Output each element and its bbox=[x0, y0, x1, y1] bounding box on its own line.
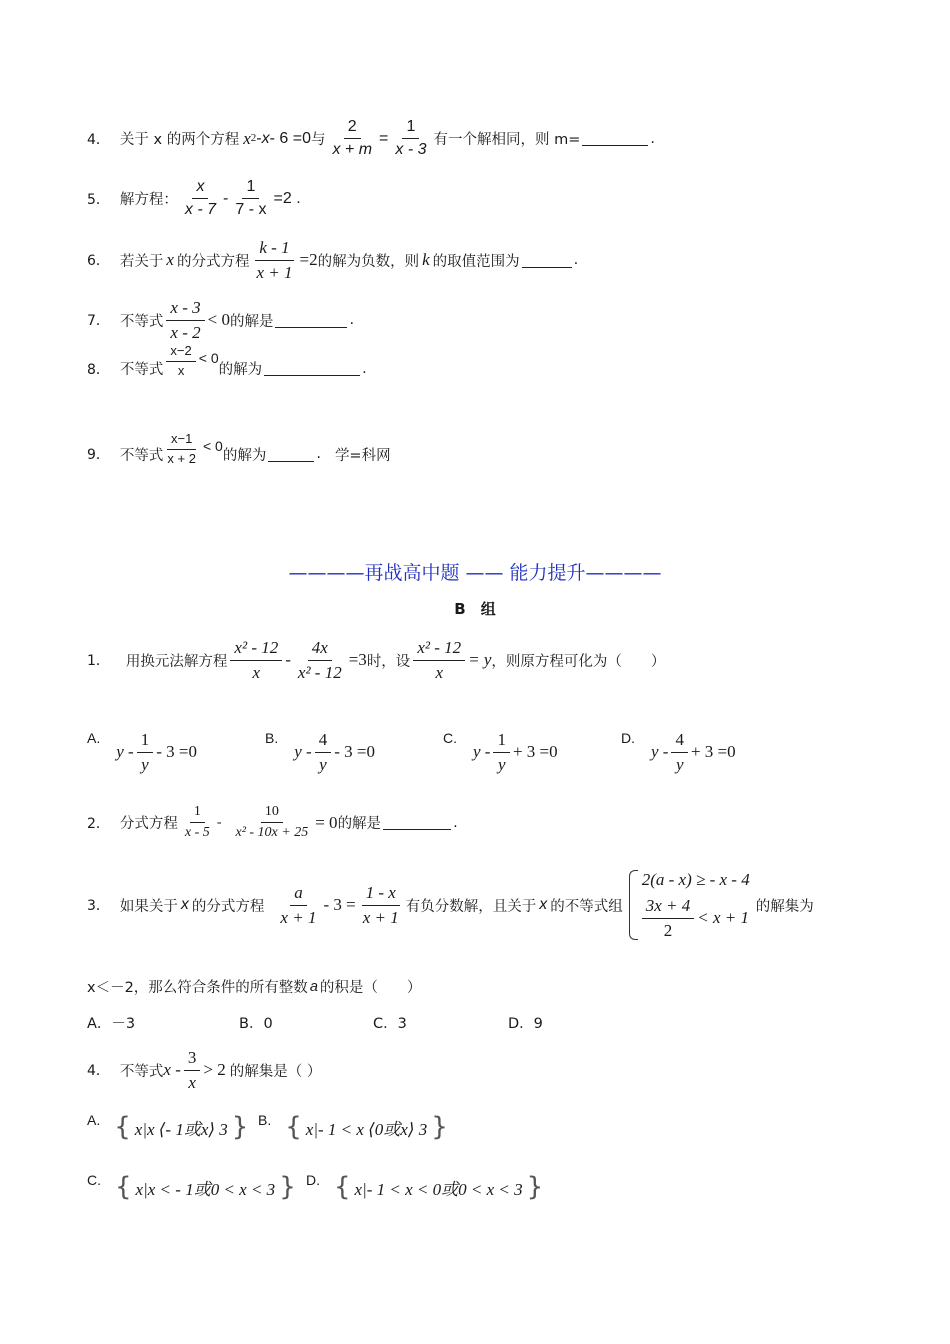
math-expr: y - bbox=[473, 742, 491, 762]
question-text: 有负分数解，且关于 bbox=[405, 898, 537, 915]
denominator: y bbox=[141, 754, 149, 774]
fraction bbox=[294, 638, 346, 682]
question-end: . bbox=[316, 446, 321, 463]
option-c bbox=[443, 730, 558, 774]
option-label: C. bbox=[443, 730, 457, 746]
question-end: . bbox=[650, 130, 655, 147]
fraction bbox=[181, 178, 220, 220]
denominator: y bbox=[675, 754, 684, 774]
fraction bbox=[328, 118, 376, 160]
math-var: x bbox=[180, 896, 189, 914]
denominator: y bbox=[319, 754, 327, 774]
math-var: a bbox=[309, 978, 318, 995]
math-op: - bbox=[223, 189, 229, 207]
option-b: B．0 bbox=[239, 1016, 273, 1032]
option-label: D. bbox=[306, 1172, 320, 1188]
denominator: x - 7 bbox=[184, 201, 217, 219]
fraction bbox=[315, 730, 332, 774]
numerator: 4 bbox=[671, 730, 688, 753]
question-end: . bbox=[362, 360, 367, 377]
math-expr: =3 bbox=[348, 650, 367, 670]
fraction bbox=[276, 883, 320, 927]
question-text: 的取值范围为 bbox=[432, 253, 520, 270]
math-expr: - 3 =0 bbox=[334, 742, 375, 762]
question-text: 不等式 bbox=[119, 362, 164, 378]
fraction bbox=[252, 238, 296, 282]
math-op: = bbox=[379, 129, 389, 147]
fraction bbox=[184, 1048, 201, 1092]
math-expr: = 0 bbox=[315, 812, 338, 832]
fraction bbox=[391, 118, 430, 160]
inequality-row bbox=[642, 896, 750, 940]
answer-blank bbox=[268, 447, 314, 462]
fraction bbox=[231, 804, 312, 841]
question-number: 5． bbox=[87, 191, 110, 208]
group-label: B 组 bbox=[454, 600, 496, 618]
question-text: 解方程： bbox=[119, 192, 178, 209]
inequality-row: 2(a - x) ≥ - x - 4 bbox=[641, 870, 750, 889]
brace-close: } bbox=[526, 1172, 544, 1202]
question-text: 时，设 bbox=[366, 653, 411, 670]
brace-open: { bbox=[114, 1112, 131, 1142]
question-text: 的不等式组 bbox=[550, 898, 623, 915]
option-a bbox=[87, 730, 197, 774]
numerator: 1 bbox=[137, 730, 154, 753]
math-expr: x - bbox=[163, 1060, 181, 1080]
fraction bbox=[137, 730, 154, 774]
question-a9 bbox=[87, 431, 391, 467]
solution-set: x|- 1 < x ⟨0或x⟩ 3 bbox=[305, 1119, 428, 1139]
brace-close: } bbox=[431, 1112, 448, 1142]
question-number: 4． bbox=[87, 1063, 110, 1080]
numerator: x−1 bbox=[167, 432, 196, 450]
math-expr: - 3 =0 bbox=[156, 742, 197, 762]
question-text: 的解是 bbox=[337, 816, 382, 833]
question-text: 若关于 bbox=[119, 253, 164, 270]
option-d bbox=[306, 1172, 547, 1202]
fraction bbox=[166, 298, 204, 342]
numerator: x bbox=[192, 178, 208, 199]
fraction bbox=[642, 896, 695, 940]
question-text: 不等式 bbox=[119, 447, 164, 464]
option-label: A. bbox=[87, 1112, 101, 1128]
denominator: x - 2 bbox=[170, 322, 201, 342]
question-number: 9． bbox=[87, 447, 110, 464]
question-end: . bbox=[573, 252, 579, 269]
brace-open: { bbox=[334, 1172, 351, 1202]
question-a6 bbox=[87, 238, 578, 282]
question-text: 的解集是（ ） bbox=[229, 1063, 322, 1080]
denominator: x + 1 bbox=[362, 907, 399, 927]
fraction bbox=[413, 638, 465, 682]
math-expr: + 3 =0 bbox=[690, 742, 736, 762]
question-number: 2． bbox=[87, 815, 110, 832]
math-expr: > 2 bbox=[203, 1060, 226, 1080]
answer-blank bbox=[582, 131, 648, 146]
math-expr: y - bbox=[116, 742, 134, 762]
fraction bbox=[231, 178, 270, 220]
question-text: 不等式 bbox=[119, 1063, 164, 1080]
option-label: A. bbox=[87, 730, 101, 746]
question-text: 有一个解相同，则 m= bbox=[433, 132, 581, 149]
question-number: 6． bbox=[87, 253, 110, 270]
math-var: x bbox=[261, 129, 270, 147]
system-rows bbox=[642, 870, 750, 940]
question-b3-line2 bbox=[87, 976, 421, 997]
denominator: 2 bbox=[663, 920, 673, 940]
question-number: 7． bbox=[87, 313, 110, 330]
watermark-text: 学=科网 bbox=[334, 447, 391, 464]
question-text: 的解集为 bbox=[755, 898, 814, 915]
question-text: 与 bbox=[310, 132, 326, 149]
fraction bbox=[181, 804, 214, 841]
brace-close: } bbox=[231, 1112, 249, 1142]
fraction bbox=[493, 730, 510, 774]
question-text: 的分式方程 bbox=[191, 898, 265, 915]
denominator: x + 1 bbox=[280, 907, 317, 927]
question-number: 3． bbox=[87, 898, 110, 915]
answer-blank bbox=[264, 361, 360, 376]
question-number: 4． bbox=[87, 131, 110, 148]
numerator: 1 bbox=[493, 730, 510, 753]
numerator: x - 3 bbox=[166, 298, 204, 321]
denominator: x + 2 bbox=[167, 450, 196, 466]
numerator: x² - 12 bbox=[413, 638, 465, 661]
question-a5 bbox=[87, 178, 301, 220]
math-expr: = y bbox=[468, 650, 492, 670]
denominator: x - 5 bbox=[184, 825, 210, 841]
question-text: 不等式 bbox=[119, 313, 164, 330]
question-text: 的积是（ ） bbox=[319, 980, 422, 996]
math-var: k bbox=[422, 250, 430, 270]
option-d: D．9 bbox=[508, 1016, 543, 1032]
question-text: 关于 x 的两个方程 bbox=[119, 132, 240, 149]
denominator: x - 3 bbox=[395, 141, 427, 159]
math-expr: - 3 = bbox=[323, 895, 356, 915]
question-end: . bbox=[453, 814, 458, 831]
denominator: x bbox=[188, 1072, 196, 1092]
option-b bbox=[258, 1112, 452, 1142]
question-text: 如果关于 bbox=[119, 898, 178, 915]
solution-set: x|x < - 1或0 < x < 3 bbox=[135, 1179, 276, 1199]
system-brace bbox=[629, 870, 638, 940]
fraction bbox=[671, 730, 688, 774]
question-a7 bbox=[87, 298, 354, 342]
math-expr: y - bbox=[294, 742, 312, 762]
numerator: x² - 12 bbox=[230, 638, 282, 661]
math-op: - bbox=[256, 129, 262, 147]
solution-set: x|- 1 < x < 0或0 < x < 3 bbox=[354, 1179, 523, 1199]
denominator: x + m bbox=[332, 141, 373, 159]
numerator: 10 bbox=[261, 804, 283, 823]
numerator: 1 - x bbox=[362, 883, 400, 906]
question-text: 的解为 bbox=[222, 447, 267, 464]
math-expr: + 3 =0 bbox=[512, 742, 558, 762]
math-expr: < 0 bbox=[207, 310, 230, 330]
solution-set: x|x ⟨- 1或x⟩ 3 bbox=[134, 1119, 228, 1139]
numerator: 4x bbox=[308, 638, 332, 661]
numerator: a bbox=[290, 883, 307, 906]
question-number: 1． bbox=[87, 653, 110, 670]
fraction bbox=[359, 883, 403, 927]
option-d bbox=[621, 730, 736, 774]
math-exp: 2 bbox=[250, 132, 257, 144]
option-label: B. bbox=[258, 1112, 272, 1128]
question-text: 的分式方程 bbox=[176, 253, 250, 270]
question-text: 分式方程 bbox=[119, 816, 178, 833]
option-a bbox=[87, 1112, 252, 1142]
option-a: A．－3 bbox=[87, 1016, 136, 1032]
math-var: x bbox=[166, 250, 174, 270]
option-label: D. bbox=[621, 730, 635, 746]
numerator: x−2 bbox=[166, 344, 195, 362]
fraction bbox=[166, 344, 195, 379]
fraction bbox=[230, 638, 282, 682]
numerator: 2 bbox=[344, 118, 361, 139]
denominator: x bbox=[252, 662, 261, 682]
question-end: . bbox=[349, 312, 355, 329]
question-b2 bbox=[87, 804, 458, 841]
section-title: ————再战高中题 —— 能力提升———— bbox=[288, 562, 662, 584]
numerator: 3x + 4 bbox=[642, 896, 695, 919]
question-text: ，则原方程可化为（ ） bbox=[491, 653, 666, 670]
option-label: C. bbox=[87, 1172, 101, 1188]
math-expr: =2 bbox=[299, 250, 318, 270]
answer-blank bbox=[383, 815, 451, 830]
math-expr: < 0 bbox=[202, 438, 223, 455]
math-var: x bbox=[539, 896, 548, 914]
denominator: x bbox=[435, 662, 443, 682]
denominator: x bbox=[177, 363, 185, 378]
answer-blank bbox=[522, 253, 572, 268]
question-text: 用换元法解方程 bbox=[125, 653, 228, 670]
brace-open: { bbox=[285, 1112, 302, 1142]
question-a4 bbox=[87, 118, 655, 160]
question-b4 bbox=[87, 1048, 321, 1092]
question-text: 的解为负数，则 bbox=[317, 253, 420, 270]
math-expr: < x + 1 bbox=[697, 908, 750, 928]
option-label: B. bbox=[265, 730, 279, 746]
numerator: k - 1 bbox=[255, 238, 293, 261]
math-expr: y - bbox=[651, 742, 669, 762]
answer-blank bbox=[275, 313, 347, 328]
math-expr: =2 . bbox=[273, 189, 301, 207]
inequality-system bbox=[629, 870, 750, 940]
brace-open: { bbox=[115, 1172, 132, 1202]
denominator: x² - 10x + 25 bbox=[235, 825, 309, 841]
denominator: y bbox=[497, 754, 506, 774]
numerator: 3 bbox=[184, 1048, 201, 1071]
question-a8 bbox=[87, 343, 367, 379]
question-text: x＜－2，那么符合条件的所有整数 bbox=[87, 980, 308, 996]
math-op: - bbox=[285, 650, 291, 670]
math-expr: - 6 =0 bbox=[269, 129, 311, 147]
numerator: 4 bbox=[315, 730, 332, 753]
math-op: - bbox=[216, 814, 222, 830]
math-expr: < 0 bbox=[198, 349, 219, 366]
question-number: 8． bbox=[87, 361, 110, 378]
denominator: x + 1 bbox=[256, 262, 293, 282]
option-c: C．3 bbox=[373, 1016, 407, 1032]
question-b1 bbox=[87, 638, 665, 682]
numerator: 1 bbox=[242, 178, 259, 199]
numerator: 1 bbox=[402, 118, 419, 139]
question-b3 bbox=[87, 870, 814, 940]
option-c bbox=[87, 1172, 300, 1202]
numerator: 1 bbox=[190, 804, 205, 823]
question-text: 的解为 bbox=[218, 362, 263, 378]
option-b bbox=[265, 730, 375, 774]
fraction bbox=[163, 432, 200, 467]
question-text: 的解是 bbox=[229, 313, 274, 330]
denominator: x² - 12 bbox=[297, 662, 342, 682]
denominator: 7 - x bbox=[235, 201, 267, 219]
brace-close: } bbox=[279, 1172, 296, 1202]
math-var: x bbox=[243, 128, 251, 148]
